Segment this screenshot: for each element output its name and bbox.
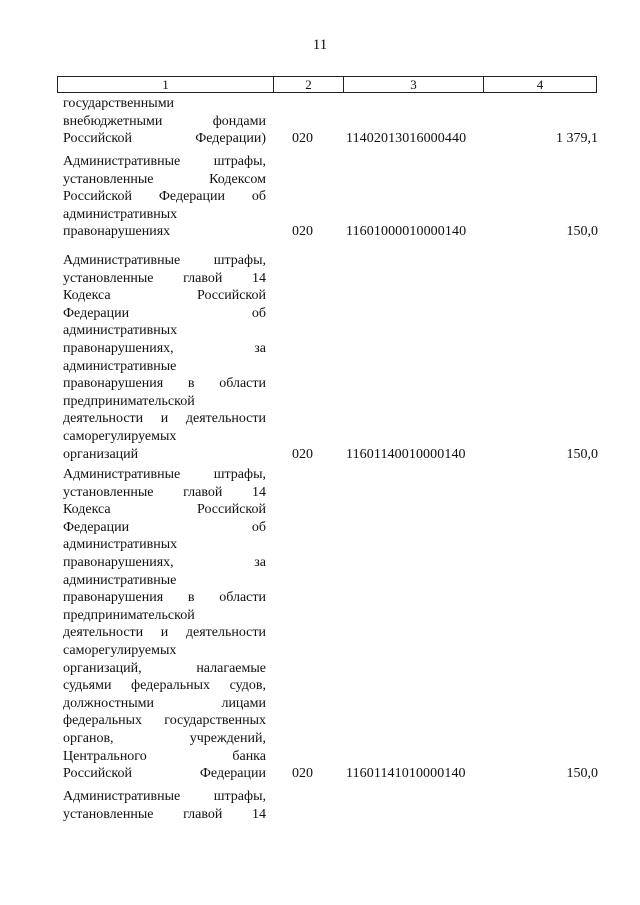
- row-code-column-3: 11601141010000140: [346, 766, 466, 782]
- description-line: предпринимательской: [63, 393, 195, 409]
- row-amount: 1 379,1: [556, 131, 598, 147]
- description-line: установленные Кодексом: [63, 171, 266, 187]
- description-line: Административные штрафы,: [63, 789, 266, 804]
- description-line: Кодекса Российской: [63, 502, 266, 518]
- row-code-column-3: 11601140010000140: [346, 446, 466, 462]
- description-line: Административные штрафы,: [63, 253, 266, 268]
- description-line: Административные штрафы,: [63, 467, 266, 482]
- description-line: государственными: [63, 96, 175, 111]
- row-description: [63, 95, 266, 148]
- description-line: административных: [63, 206, 178, 222]
- row-description: [63, 788, 266, 823]
- description-line: органов, учреждений,: [63, 730, 266, 746]
- column-header-4: 4: [536, 77, 544, 92]
- column-header-2: 2: [274, 77, 344, 92]
- description-line: деятельности и деятельности: [63, 625, 266, 641]
- row-code-column-2: 020: [292, 766, 313, 782]
- description-line: федеральных государственных: [63, 713, 266, 729]
- description-line: деятельности и деятельности: [63, 411, 266, 427]
- row-description: [63, 153, 266, 241]
- description-line: Российской Федерации): [63, 131, 266, 147]
- row-code-column-3: 11601000010000140: [346, 224, 467, 240]
- row-amount: 150,0: [566, 446, 598, 462]
- description-line: правонарушениях, за: [63, 554, 266, 570]
- row-description: [63, 466, 266, 783]
- description-line: правонарушениях: [63, 224, 171, 240]
- column-header-1: 1: [58, 77, 274, 92]
- description-line: административных: [63, 537, 178, 553]
- description-line: установленные главой 14: [63, 806, 266, 822]
- description-line: саморегулируемых: [63, 642, 177, 658]
- description-line: правонарушения в области: [63, 590, 266, 606]
- description-line: Российской Федерации: [63, 766, 266, 782]
- description-line: административные: [63, 572, 177, 588]
- description-line: правонарушениях, за: [63, 340, 266, 356]
- row-code-column-3: 11402013016000440: [346, 131, 467, 147]
- description-line: саморегулируемых: [63, 428, 177, 444]
- description-line: Кодекса Российской: [63, 288, 266, 304]
- row-amount: 150,0: [566, 224, 598, 240]
- description-line: Центрального банка: [63, 748, 266, 764]
- row-code-column-2: 020: [292, 446, 313, 462]
- description-line: организаций: [63, 446, 139, 462]
- description-line: Административные штрафы,: [63, 154, 266, 169]
- row-code-column-2: 020: [292, 131, 313, 147]
- description-line: Российской Федерации об: [63, 189, 266, 205]
- row-amount: 150,0: [566, 766, 598, 782]
- description-line: установленные главой 14: [63, 270, 266, 286]
- description-line: правонарушения в области: [63, 376, 266, 392]
- description-line: Федерации об: [63, 519, 266, 535]
- row-code-column-2: 020: [292, 224, 313, 240]
- description-line: предпринимательской: [63, 607, 195, 623]
- description-line: должностными лицами: [63, 695, 266, 711]
- description-line: Федерации об: [63, 305, 266, 321]
- description-line: судьями федеральных судов,: [63, 678, 266, 694]
- description-line: организаций, налагаемые: [63, 660, 266, 676]
- column-header-3: 3: [344, 77, 484, 92]
- description-line: административные: [63, 358, 177, 374]
- description-line: внебюджетными фондами: [63, 113, 266, 129]
- description-line: установленные главой 14: [63, 484, 266, 500]
- table-header: [57, 76, 597, 93]
- description-line: административных: [63, 323, 178, 339]
- row-description: [63, 252, 266, 463]
- page-number: 11: [312, 37, 328, 53]
